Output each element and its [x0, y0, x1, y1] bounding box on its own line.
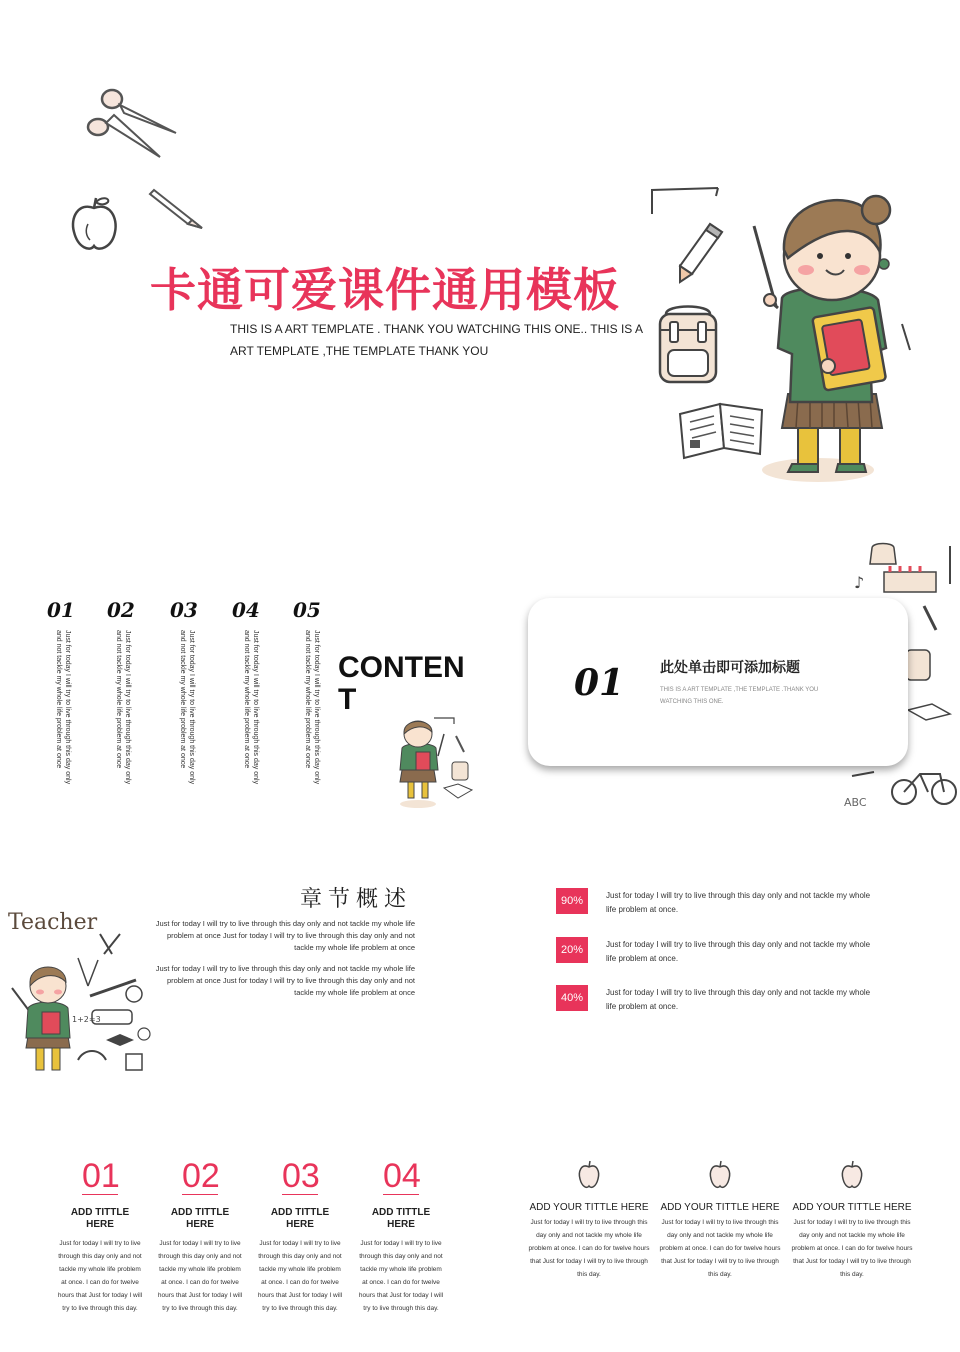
item-title: ADD TITTLE HERE: [371, 1207, 431, 1230]
item-body: Just for today I will try to live through this day only and not tackle my whole life problem at once. I can do for twelve hours that Just for today I will try to live through this day.: [528, 1219, 650, 1278]
teacher-illustration: [748, 188, 948, 488]
backpack-icon: [652, 300, 724, 386]
item-body: Just for today I will try to live through this day only and not tackle my whole life problem at once. I can do for twelve hours that Just for today I will try to live through this day.: [358, 1240, 444, 1312]
apple-icon: [577, 1160, 601, 1190]
scissors-icon: [80, 85, 180, 165]
apple-item: [659, 1160, 781, 1281]
item-number: 02: [182, 1157, 220, 1195]
item-number: 01: [82, 1157, 120, 1195]
svg-text:♪: ♪: [854, 573, 865, 592]
content-number: 05: [293, 598, 321, 622]
section-number: 01: [574, 662, 625, 704]
section-subtitle: THIS IS A ART TEMPLATE ,THE TEMPLATE .THANK YOU WATCHING THIS ONE.: [660, 687, 819, 705]
content-item-text: Just for today I will try to live through this day only and not tackle my whole life problem at once: [115, 630, 131, 785]
percent-description: Just for today I will try to live through this day only and not tackle my whole life problem at once.: [606, 940, 871, 963]
content-number: 02: [107, 598, 135, 622]
svg-text:1+2=3: 1+2=3: [72, 1015, 101, 1024]
svg-text:ABC: ABC: [844, 796, 867, 809]
section-title[interactable]: 此处单击即可添加标题: [660, 659, 800, 675]
item-body: Just for today I will try to live through this day only and not tackle my whole life problem at once. I can do for twelve hours that Just for today I will try to live through this day.: [157, 1240, 243, 1312]
apple-icon: [708, 1160, 732, 1190]
content-item-text: Just for today I will try to live through this day only and not tackle my whole life problem at once: [243, 630, 259, 785]
item-title: ADD YOUR TITTLE HERE: [529, 1202, 649, 1213]
main-subtitle: THIS IS A ART TEMPLATE . THANK YOU WATCHING THIS ONE.. THIS IS A ART TEMPLATE ,THE TEMPLATE THANK YOU: [230, 322, 643, 358]
content-item-text: Just for today I will try to live through this day only and not tackle my whole life problem at once: [55, 630, 71, 785]
content-number: 01: [47, 598, 75, 622]
percent-badge: 20%: [556, 937, 588, 963]
apple-icon: [840, 1160, 864, 1190]
content-number: 04: [232, 598, 260, 622]
content-item-text: Just for today I will try to live through this day only and not tackle my whole life problem at once: [304, 630, 320, 785]
teacher-label: Teacher: [8, 910, 98, 935]
apple-item: [791, 1160, 913, 1281]
item-title: ADD TITTLE HERE: [70, 1207, 130, 1230]
pencil-icon: [676, 222, 726, 284]
frame-line: [650, 186, 720, 216]
percent-badge: 40%: [556, 985, 588, 1011]
item-title: ADD TITTLE HERE: [170, 1207, 230, 1230]
numbered-item: [256, 1158, 344, 1315]
percent-description: Just for today I will try to live through this day only and not tackle my whole life problem at once.: [606, 891, 871, 914]
item-number: 03: [282, 1157, 320, 1195]
chapter-paragraph: Just for today I will try to live through this day only and not tackle my whole life problem at once Just for today I will try to live through this day only and not tackle my whole life problem at once: [155, 919, 415, 952]
chapter-paragraph: Just for today I will try to live through this day only and not tackle my whole life problem at once Just for today I will try to live through this day only and not tackle my whole life problem at once: [155, 964, 415, 997]
numbered-item: [357, 1158, 445, 1315]
contents-heading: CONTENT: [338, 651, 465, 716]
item-title: ADD YOUR TITTLE HERE: [792, 1202, 912, 1213]
numbered-item: [156, 1158, 244, 1315]
apple-item: [528, 1160, 650, 1281]
pencil-icon: [148, 184, 208, 234]
item-body: Just for today I will try to live through this day only and not tackle my whole life problem at once. I can do for twelve hours that Just for today I will try to live through this day.: [791, 1219, 913, 1278]
item-title: ADD TITTLE HERE: [270, 1207, 330, 1230]
teacher-illustration: [394, 712, 480, 808]
doodle-mark: [900, 322, 912, 352]
main-title: 卡通可爱课件通用模板: [150, 263, 620, 317]
teacher-illustration: [8, 930, 158, 1078]
item-body: Just for today I will try to live through this day only and not tackle my whole life problem at once. I can do for twelve hours that Just for today I will try to live through this day.: [57, 1240, 143, 1312]
percent-badge: 90%: [556, 888, 588, 914]
content-item-text: Just for today I will try to live through this day only and not tackle my whole life problem at once: [179, 630, 195, 785]
percent-description: Just for today I will try to live through this day only and not tackle my whole life problem at once.: [606, 988, 871, 1011]
numbered-item: [56, 1158, 144, 1315]
item-title: ADD YOUR TITTLE HERE: [660, 1202, 780, 1213]
item-body: Just for today I will try to live through this day only and not tackle my whole life problem at once. I can do for twelve hours that Just for today I will try to live through this day.: [659, 1219, 781, 1278]
item-number: 04: [383, 1157, 421, 1195]
chapter-title: 章节概述: [300, 886, 413, 911]
apple-icon: [68, 196, 120, 254]
content-number: 03: [170, 598, 198, 622]
item-body: Just for today I will try to live through this day only and not tackle my whole life problem at once. I can do for twelve hours that Just for today I will try to live through this day.: [257, 1240, 343, 1312]
